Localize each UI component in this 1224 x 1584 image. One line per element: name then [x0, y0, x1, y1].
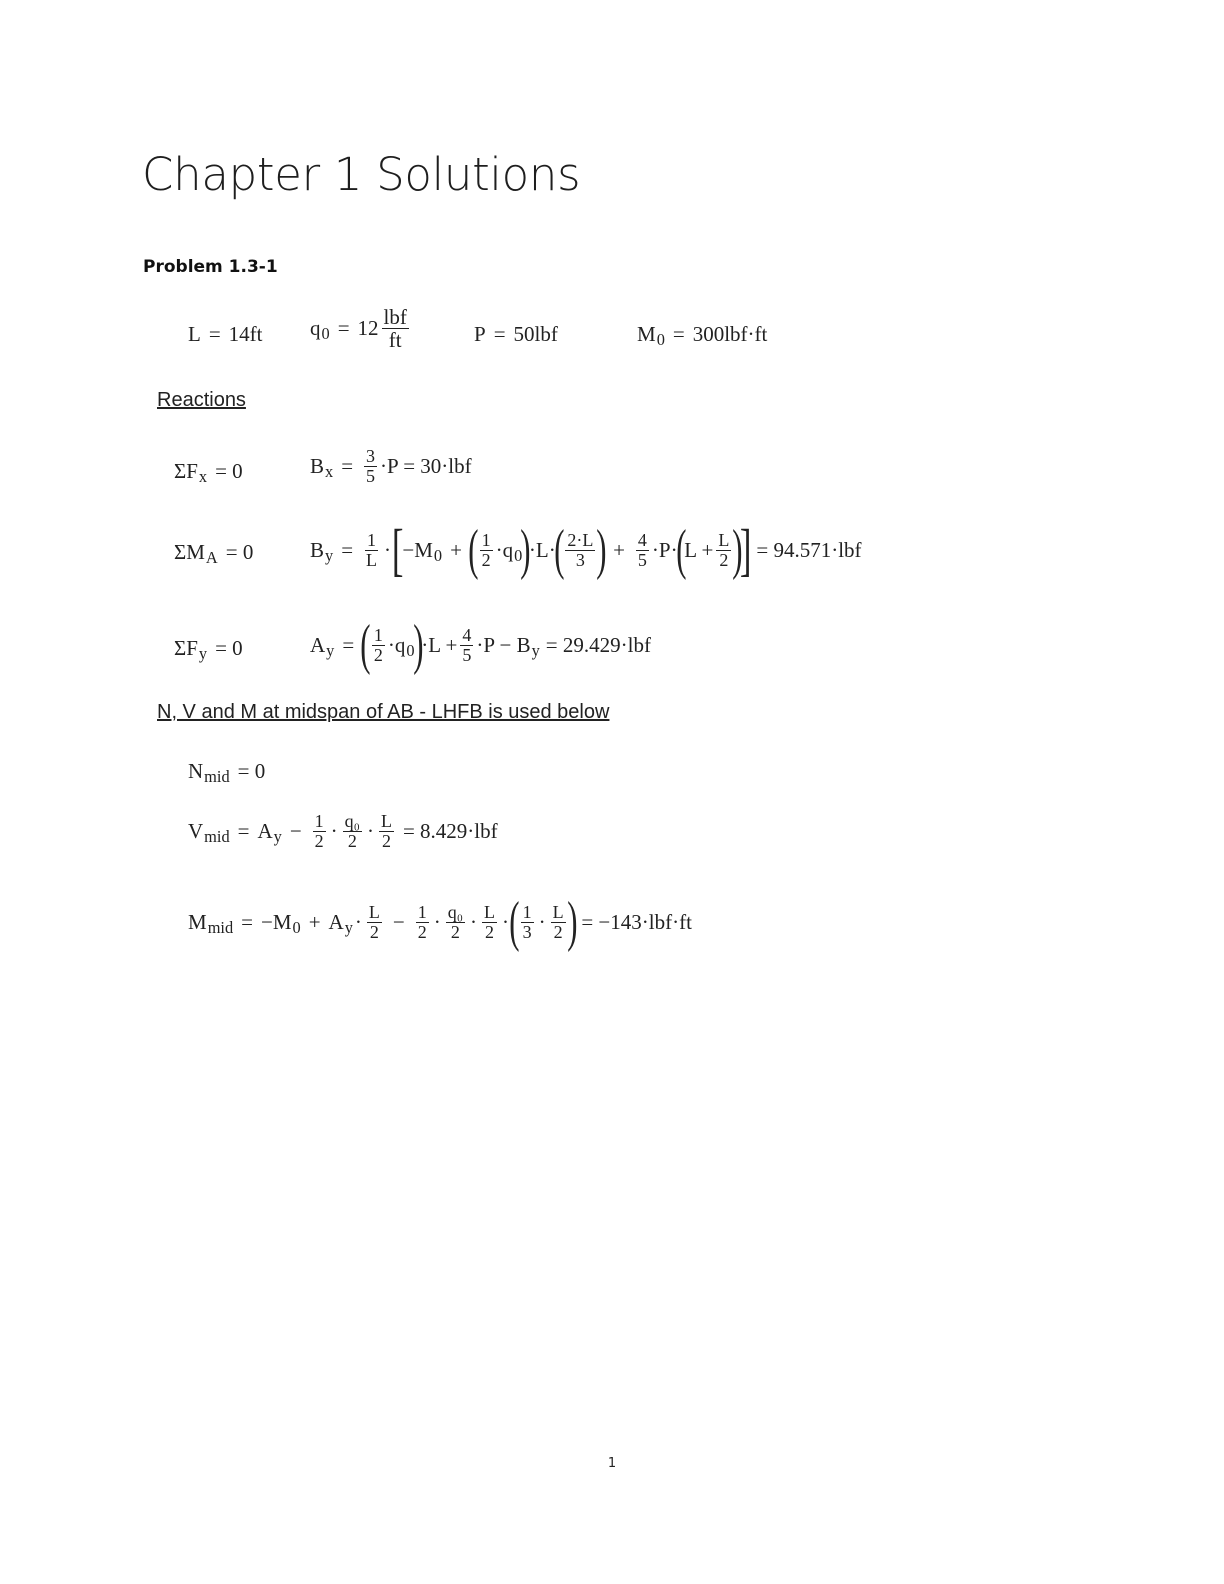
given-q-subscript: 0: [321, 324, 330, 344]
given-length-value: 14ft: [228, 322, 263, 346]
unit-denominator: ft: [388, 328, 402, 353]
sum-fx-condition: ΣF x = 0: [174, 459, 243, 487]
given-m-value: 300lbf·ft: [692, 322, 768, 346]
equals-sign: =: [208, 322, 221, 346]
page-number: 1: [607, 1456, 617, 1471]
given-p-value: 50lbf: [513, 322, 558, 346]
fraction-three-fifths: $\frac{3}{5}$: [366, 446, 376, 486]
given-p-symbol: P: [474, 322, 486, 346]
problem-label: Problem 1.3-1: [143, 257, 278, 277]
sum-fy-condition: ΣF y = 0: [174, 636, 243, 664]
given-m-symbol: M: [637, 322, 656, 346]
m-mid-equation: M mid = −M 0 + A y · $\frac{L}{2}$ − $\frac{1}{2}$ · $\frac{\text{q₀}}{2}$ · $\frac{L}{2}$ · ( $\frac{1}{3}$ · $\frac{L}{2}$ ) = −143·lbf·ft: [188, 891, 692, 953]
equals-sign: =: [493, 322, 506, 346]
given-moment: [637, 322, 768, 350]
given-point-load: [474, 322, 558, 347]
n-mid-equation: N mid = 0: [188, 759, 266, 787]
bx-equation: B x = $\frac{3}{5}$ ·P = 30·lbf: [310, 446, 472, 486]
page-title: Chapter 1 Solutions: [142, 148, 581, 201]
given-length: [188, 322, 263, 347]
reactions-heading: Reactions: [157, 389, 246, 411]
by-equation: B y = $\frac{1}{L}$ · [ −M 0 + ( $\frac{1}{2}$ ·q 0 ) ·L· ( $\frac{2\cdot L}{3}$ ) + $\frac{4}{5}$ ·P· ( L + $\frac{L}{2}$ ) ] = 94.571·lbf: [310, 517, 862, 582]
v-mid-equation: V mid = A y − $\frac{1}{2}$ · $\frac{\text{q₀}}{2}$ · $\frac{L}{2}$ = 8.429·lbf: [188, 811, 498, 851]
ay-equation: A y = ( $\frac{1}{2}$ ·q 0 ) ·L + $\frac{4}{5}$ ·P − B y = 29.429·lbf: [310, 614, 651, 676]
midspan-heading: N, V and M at midspan of AB - LHFB is used below: [157, 701, 610, 723]
given-q-coefficient: 12: [357, 316, 379, 341]
given-length-symbol: L: [188, 322, 201, 346]
equals-sign: =: [337, 316, 350, 341]
given-q-unit-fraction: [382, 306, 409, 351]
given-q-symbol: q: [310, 316, 321, 341]
equals-sign: =: [672, 322, 685, 346]
given-distributed-load: [310, 306, 412, 351]
sum-ma-condition: ΣM A = 0: [174, 540, 254, 568]
unit-numerator: lbf: [383, 305, 407, 329]
given-m-subscript: 0: [656, 330, 665, 350]
